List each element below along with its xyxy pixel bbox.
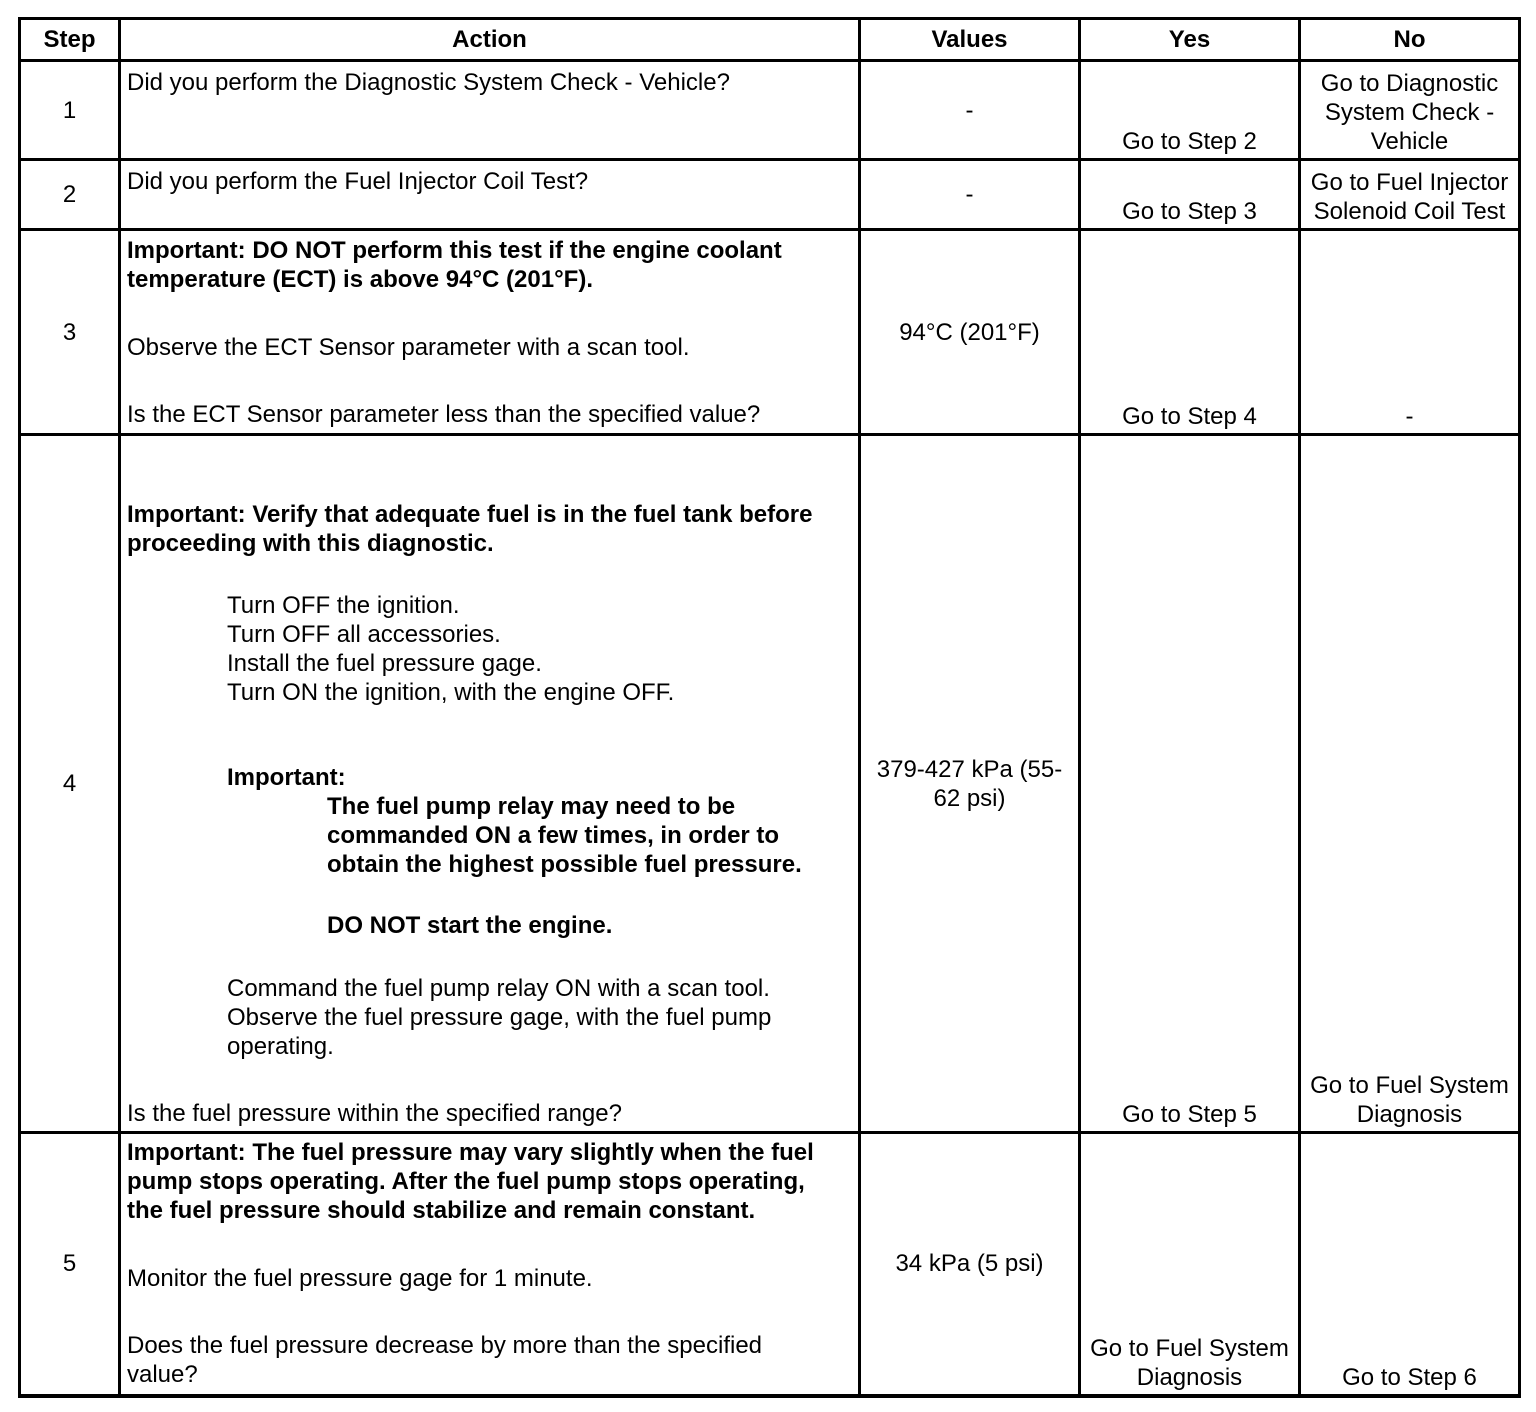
procedure-step: operating.	[227, 1033, 334, 1060]
action-cell	[120, 1133, 860, 1396]
value-line: 62 psi)	[933, 784, 1006, 812]
values-cell: -	[860, 61, 1080, 160]
important-note: proceeding with this diagnostic.	[127, 530, 494, 557]
table-row	[20, 61, 1520, 160]
header-row	[20, 19, 1520, 61]
no-cell: Go to Step 6	[1300, 1133, 1520, 1396]
yes-cell: Go to Step 3	[1080, 160, 1300, 230]
values-cell: 34 kPa (5 psi)	[860, 1133, 1080, 1396]
value-line: 379-427 kPa (55-	[876, 755, 1063, 783]
yes-cell: Go to Step 4	[1080, 230, 1300, 435]
step-number: 5	[20, 1133, 120, 1396]
important-note: commanded ON a few times, in order to	[327, 822, 780, 849]
procedure-step: Observe the fuel pressure gage, with the fuel pump	[227, 1004, 772, 1031]
values-cell: -	[860, 160, 1080, 230]
action-text: Did you perform the Fuel Injector Coil Test?	[127, 168, 589, 195]
values-cell: 94°C (201°F)	[860, 230, 1080, 435]
important-note: Important: The fuel pressure may vary slightly when the fuel	[127, 1139, 814, 1166]
table-row	[20, 230, 1520, 435]
action-cell	[120, 160, 860, 230]
important-note: Important: Verify that adequate fuel is in the fuel tank before	[127, 501, 813, 528]
no-cell	[1300, 160, 1520, 230]
procedure-step: Turn ON the ignition, with the engine OFF.	[227, 679, 675, 706]
important-note: DO NOT start the engine.	[327, 912, 613, 939]
important-note: obtain the highest possible fuel pressure.	[327, 851, 802, 878]
no-line: Go to Diagnostic	[1320, 70, 1499, 97]
procedure-step: Turn OFF all accessories.	[227, 621, 501, 648]
action-question: Does the fuel pressure decrease by more than the specified	[127, 1332, 763, 1359]
yes-cell	[1080, 1133, 1300, 1396]
important-note: pump stops operating. After the fuel pump stops operating,	[127, 1168, 805, 1195]
no-cell	[1300, 61, 1520, 160]
yes-cell: Go to Step 2	[1080, 61, 1300, 160]
important-note: the fuel pressure should stabilize and remain constant.	[127, 1197, 756, 1224]
procedure-step: Command the fuel pump relay ON with a scan tool.	[227, 975, 770, 1002]
header-step: Step	[20, 19, 120, 61]
procedure-step: Install the fuel pressure gage.	[227, 650, 542, 677]
step-number: 2	[20, 160, 120, 230]
no-line: System Check -	[1324, 99, 1495, 126]
action-question: Is the ECT Sensor parameter less than the specified value?	[127, 401, 761, 428]
important-note: The fuel pump relay may need to be	[327, 793, 736, 820]
step-number: 4	[20, 435, 120, 1133]
diagnostic-table	[18, 17, 1521, 1398]
important-label: Important:	[227, 764, 346, 791]
action-cell	[120, 61, 860, 160]
important-note: Important: DO NOT perform this test if the engine coolant	[127, 237, 782, 264]
header-yes: Yes	[1080, 19, 1300, 61]
action-cell	[120, 230, 860, 435]
header-action: Action	[120, 19, 860, 61]
no-line: Go to Fuel Injector	[1310, 169, 1509, 196]
no-line: Vehicle	[1370, 128, 1449, 155]
no-line: Solenoid Coil Test	[1313, 198, 1506, 225]
important-note: temperature (ECT) is above 94°C (201°F).	[127, 266, 593, 293]
no-cell	[1300, 435, 1520, 1133]
yes-line: Go to Fuel System	[1090, 1334, 1289, 1362]
action-text: Monitor the fuel pressure gage for 1 minute.	[127, 1265, 593, 1292]
yes-line: Diagnosis	[1136, 1363, 1243, 1391]
no-line: Go to Fuel System	[1310, 1072, 1509, 1099]
action-text: Observe the ECT Sensor parameter with a scan tool.	[127, 334, 690, 361]
step-number: 3	[20, 230, 120, 435]
values-cell	[860, 435, 1080, 1133]
yes-cell: Go to Step 5	[1080, 435, 1300, 1133]
step-number: 1	[20, 61, 120, 160]
table-row	[20, 1133, 1520, 1396]
table-row	[20, 435, 1520, 1133]
procedure-step: Turn OFF the ignition.	[227, 592, 460, 619]
action-question: Is the fuel pressure within the specified range?	[127, 1100, 622, 1127]
action-text: Did you perform the Diagnostic System Check - Vehicle?	[127, 69, 730, 96]
no-line: Diagnosis	[1356, 1101, 1463, 1128]
action-question: value?	[127, 1361, 198, 1388]
header-values: Values	[860, 19, 1080, 61]
action-cell	[120, 435, 860, 1133]
table-row	[20, 160, 1520, 230]
no-cell: -	[1300, 230, 1520, 435]
header-no: No	[1300, 19, 1520, 61]
